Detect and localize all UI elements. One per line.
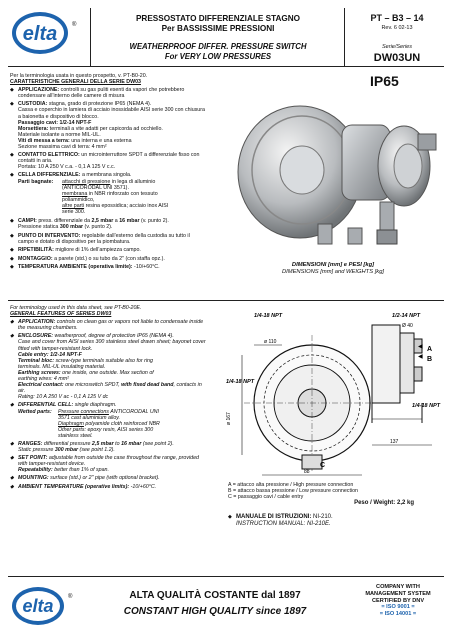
- registered-mark: ®: [72, 22, 77, 28]
- item-ranges: ◆ RANGES: differential pressure 2,5 mbar to 16 mbar (see point 2). Static pressure 300 mbar (see point 1.2).: [10, 441, 206, 453]
- item-montaggio: ◆ MONTAGGIO: a parete (std.) o su tubo da 2" (con staffa opz.).: [10, 256, 206, 262]
- item-contatto: ◆ CONTATTO ELETTRICO: un microinterruttore SPDT a differenziale fisso con contatti in aria. Portata: 10 A 250 V c.a. - 0,1 A 125 V c.c.: [10, 152, 206, 170]
- arrow-b-icon: ◀: [418, 354, 423, 360]
- company-logo: [10, 8, 77, 58]
- svg-text:elta: elta: [22, 23, 58, 45]
- title-it-line2: Per BASSISSIME PRESSIONI: [161, 24, 275, 33]
- port-ab-label-right: 1/4-18 NPT: [412, 403, 441, 409]
- label-a: A: [427, 346, 433, 353]
- item-ripetibilita: ◆ RIPETIBILITÀ: migliore di 1% dell'ampiezza campo.: [10, 247, 206, 253]
- item-temperatura: ◆ TEMPERATURA AMBIENTE (operativa limite): -10/+60°C.: [10, 264, 206, 270]
- header-vline-1: [90, 8, 91, 66]
- product-photo: [222, 80, 444, 255]
- slogan-it: ALTA QUALITÀ COSTANTE dal 1897: [129, 590, 301, 601]
- item-set-point: ◆ SET POINT: adjustable from outside the case throughout the range, provided with tamper-resistant device. Repeatability: better than 1% of span.: [10, 455, 206, 473]
- iso-14001: = ISO 14001 =: [379, 611, 417, 618]
- dims-caption-it: DIMENSIONI [mm] e PESI [kg]: [291, 262, 375, 268]
- item-enclosure: ◆ ENCLOSURE: weatherproof, degree of protection IP65 (NEMA 4). Case and cover from AISI series 300 stainless steel drawn sheet; bayonet cover fitted with tamper-resistant lock. Cable entry: 1/2-14 NPT-F Terminal bloc: screw-type terminals suitable also for ring terminals. MIL-UL insulating material. Earthing screws: one inside, one outside. Max section of earthing wires: 4 mm² Electrical contact: one microswitch SPDT, with fixed dead band, contacts in air. Rating: 10 A 250 V ac - 0,1 A 125 V dc: [10, 333, 206, 400]
- item-cella: ◆ CELLA DIFFERENZIALE: a membrana singola. Parti bagnate: attacchi di pressione in lega di alluminio (ANTICORODAL UNI 3571). membrana in NBR rinforzato con tessuto poliammidico, altre parti resina epossidica; acciaio inox AISI serie 300.: [10, 172, 206, 215]
- label-c: C: [320, 462, 326, 469]
- item-custodia: ◆ CUSTODIA: stagna, grado di protezione IP65 (NEMA 4). Cassa e coperchio in lamiera di acciaio inossidabile AISI serie 300 con chiusura a baionetta e dispositivo di blocco. Passaggio cavi: 1/2-14 NPT-F Morsettiera: terminali a vite adatti per capicorda ad occhiello. Materiale isolante a norme MIL-UL. Viti di messa a terra: una interna e una esterna Sezione massima cavi di terra: 4 mm²: [10, 101, 206, 150]
- weight: Peso / Weight: 2,2 kg: [354, 500, 414, 507]
- title-it-line1: PRESSOSTATO DIFFERENZIALE STAGNO: [135, 14, 301, 23]
- arrow-a-icon: ◀: [418, 344, 423, 350]
- spec-en: [10, 305, 206, 490]
- dim-d3: 88: [304, 469, 310, 475]
- title-en-line2: For VERY LOW PRESSURES: [164, 52, 272, 61]
- port-ab-label-side: 1/4-18 NPT: [226, 379, 255, 385]
- series-name: DW03UN: [373, 52, 421, 64]
- dims-caption-en: DIMENSIONS [mm] and WEIGHTS [kg]: [281, 269, 385, 275]
- header-vline-2: [344, 8, 345, 66]
- dimension-drawing: [222, 305, 444, 480]
- item-ambient-temp: ◆ AMBIENT TEMPERATURE (operative limits): -10/+60°C.: [10, 484, 206, 490]
- manual-code-it: NI-210.: [311, 514, 333, 520]
- series-label: Serie/Series: [382, 44, 412, 50]
- item-mounting: ◆ MOUNTING: surface (std.) or 2" pipe (with optional bracket).: [10, 475, 206, 481]
- dim-d5: Ø 40: [402, 323, 413, 329]
- footer-divider: [8, 576, 444, 577]
- legend-a: A = attacco alta pressione / High pressure connection: [228, 482, 354, 488]
- manual-en: INSTRUCTION MANUAL: NI-210E.: [236, 521, 331, 527]
- port-ab-label-top: 1/4-18 NPT: [254, 313, 283, 319]
- item-punto: ◆ PUNTO DI INTERVENTO: regolabile dall'esterno della custodia su tutto il campo e dotato di dispositivo per la piombatura.: [10, 233, 206, 245]
- certification: COMPANY WITH MANAGEMENT SYSTEM CERTIFIED BY DNV = ISO 9001 = = ISO 14001 =: [352, 584, 444, 618]
- slogan-en: CONSTANT HIGH QUALITY since 1897: [123, 606, 307, 617]
- dim-d1: ø 110: [264, 339, 277, 345]
- title-en-line1: WEATHERPROOF DIFFER. PRESSURE SWITCH: [129, 42, 307, 51]
- title-en: [96, 42, 340, 62]
- manual: [228, 514, 444, 528]
- heading-it: CARATTERISTICHE GENERALI DELLA SERIE DW03: [10, 79, 141, 86]
- legend-b: B = attacco bassa pressione / Low pressure connection: [228, 488, 358, 495]
- item-application: ◆ APPLICATION: controls on clean gas or vapors not liable to condensate inside the measuring chambers.: [10, 319, 206, 331]
- svg-text:elta: elta: [22, 596, 54, 616]
- item-campi: ◆ CAMPI: press. differenziale da 2,5 mbar a 16 mbar (v. punto 2). Pressione statica 300 mbar (v. punto 2).: [10, 218, 206, 230]
- intro-en: For terminology used in this data sheet, see PT-B0-20E.: [10, 305, 142, 311]
- section-divider: [8, 300, 444, 301]
- footer-logo: [10, 584, 73, 628]
- port-c-label-top: 1/2-14 NPT: [392, 313, 421, 319]
- item-diff-cell: ◆ DIFFERENTIAL CELL: single diaphragm. Wetted parts: Pressure connections ANTICORODAL UNI 3571 cast aluminium alloy. Diaphragm polyamide cloth reinforced NBR Other parts: epoxy resin, AISI series 300 stainless steel.: [10, 402, 206, 439]
- intro-it: Per la terminologia usata in questo prospetto, v. PT-B0-20.: [10, 73, 148, 79]
- iso-9001: = ISO 9001 =: [381, 604, 415, 611]
- header-divider: [8, 66, 444, 67]
- dims-caption: [222, 262, 444, 276]
- footer-registered-mark: ®: [68, 594, 73, 600]
- heading-en: GENERAL FEATURES OF SERIES DW03: [10, 311, 112, 318]
- dim-d4: 137: [390, 439, 399, 445]
- title-it: [96, 14, 340, 34]
- item-applicazione: ◆ APPLICAZIONE: controlli su gas puliti esenti da vapori che potrebbero condensare all'interno delle camere di misura: [10, 87, 206, 99]
- spec-it: [10, 73, 206, 270]
- manual-label: MANUALE DI ISTRUZIONI:: [236, 514, 312, 520]
- label-b: B: [427, 356, 433, 363]
- legend-c: C = passaggio cavi / cable entry: [228, 494, 304, 501]
- revision: Rev. 6 02-13: [381, 25, 413, 31]
- ip-rating: IP65: [370, 73, 399, 89]
- dim-d2: ø 167: [226, 412, 232, 425]
- doc-code: PT – B3 – 14: [370, 13, 424, 23]
- connection-legend: [228, 482, 444, 506]
